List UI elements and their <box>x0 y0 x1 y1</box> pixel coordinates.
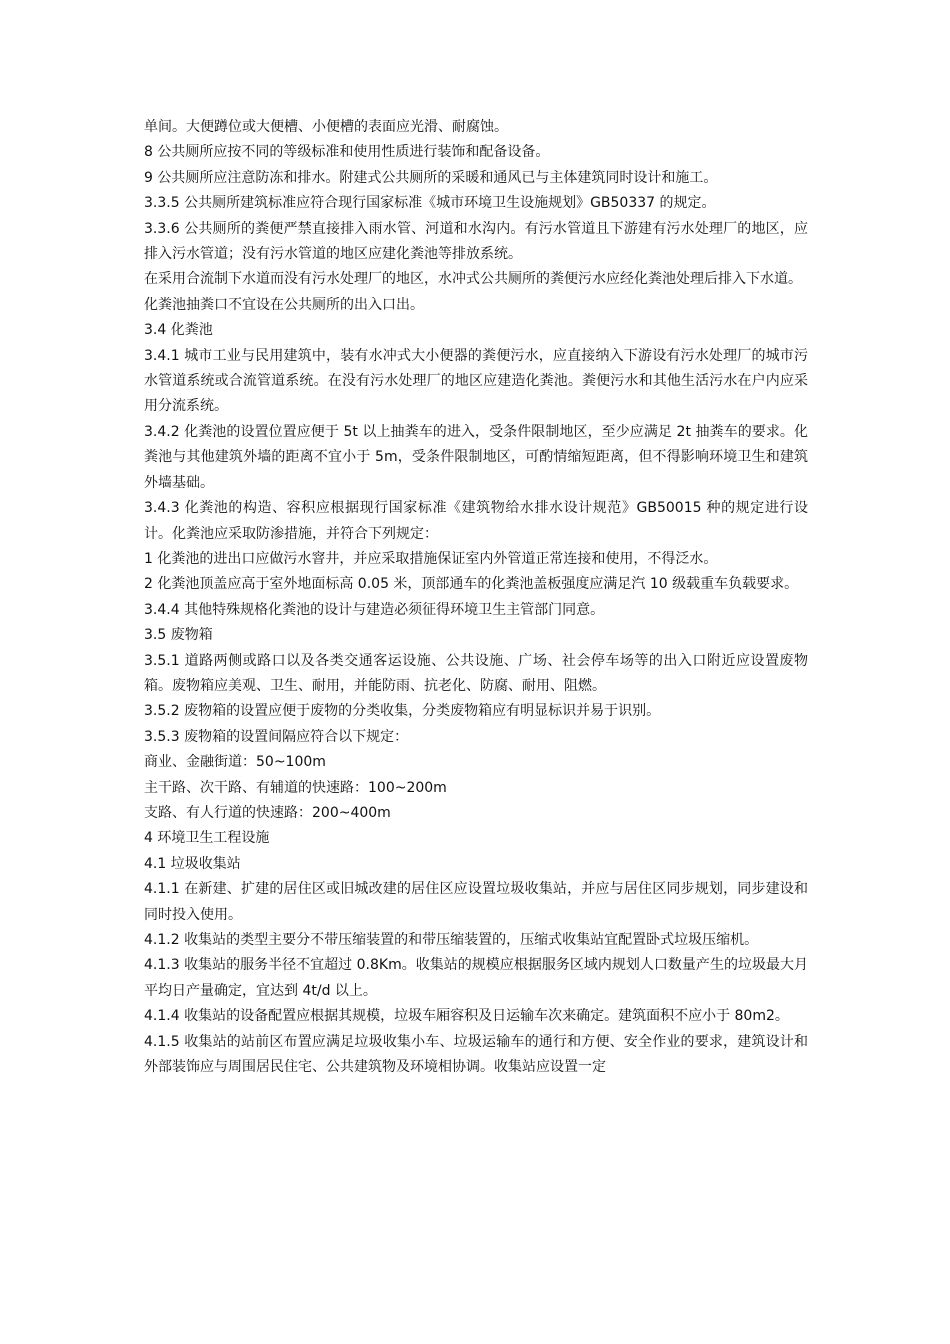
paragraph-3-3-6: 3.3.6 公共厕所的粪便严禁直接排入雨水管、河道和水沟内。有污水管道且下游建有污水处理厂的地区，应排入污水管道；没有污水管道的地区应建化粪池等排放系统。 <box>144 220 808 263</box>
paragraph-3-3-5: 3.3.5 公共厕所建筑标准应符合现行国家标准《城市环境卫生设施规划》GB50337 的规定。 <box>144 195 716 212</box>
heading-4-1: 4.1 垃圾收集站 <box>144 855 241 872</box>
spacing-rule-branch: 支路、有人行道的快速路：200~400m <box>144 804 391 821</box>
paragraph-toilet-surface: 单间。大便蹲位或大便槽、小便槽的表面应光滑、耐腐蚀。 <box>144 119 508 135</box>
heading-3-5: 3.5 废物箱 <box>144 627 213 644</box>
paragraph-3-5-2: 3.5.2 废物箱的设置应便于废物的分类收集，分类废物箱应有明显标识并易于识别。 <box>144 703 661 720</box>
paragraph-toilet-grade: 8 公共厕所应按不同的等级标准和使用性质进行装饰和配备设备。 <box>144 144 550 161</box>
paragraph-4-1-3: 4.1.3 收集站的服务半径不宜超过 0.8Km。收集站的规模应根据服务区域内规划人口数量产生的垃圾最大月平均日产量确定，宜达到 4t/d 以上。 <box>144 957 808 999</box>
paragraph-4-1-1: 4.1.1 在新建、扩建的居住区或旧城改建的居住区应设置垃圾收集站，并应与居住区同步规划，同步建设和同时投入使用。 <box>144 881 808 923</box>
paragraph-4-1-4: 4.1.4 收集站的设备配置应根据其规模，垃圾车厢容积及日运输车次来确定。建筑面积不应小于 80m2。 <box>144 1008 789 1025</box>
paragraph-septic-outlet: 化粪池抽粪口不宜设在公共厕所的出入口出。 <box>144 296 424 313</box>
paragraph-3-4-4: 3.4.4 其他特殊规格化粪池的设计与建造必须征得环境卫生主管部门同意。 <box>144 601 605 618</box>
paragraph-septic-rule-1: 1 化粪池的进出口应做污水窨井，并应采取措施保证室内外管道正常连接和使用，不得泛水。 <box>144 550 718 567</box>
paragraph-3-5-3: 3.5.3 废物箱的设置间隔应符合以下规定： <box>144 728 409 745</box>
paragraph-3-4-3: 3.4.3 化粪池的构造、容积应根据现行国家标准《建筑物给水排水设计规范》GB50015 种的规定进行设计。化粪池应采取防渗措施，并符合下列规定： <box>144 500 808 542</box>
paragraph-combined-sewer: 在采用合流制下水道而没有污水处理厂的地区，水冲式公共厕所的粪便污水应经化粪池处理后排入下水道。 <box>144 271 802 288</box>
paragraph-3-4-2: 3.4.2 化粪池的设置位置应便于 5t 以上抽粪车的进入，受条件限制地区，至少应满足 2t 抽粪车的要求。化粪池与其他建筑外墙的距离不宜小于 5m，受条件限制地区，可酌情缩短距离，但不得影响环境卫生和建筑外墙基础。 <box>144 423 808 491</box>
spacing-rule-commercial: 商业、金融街道：50~100m <box>144 754 326 771</box>
document-page <box>144 115 808 1080</box>
paragraph-toilet-antifreeze: 9 公共厕所应注意防冻和排水。附建式公共厕所的采暖和通风已与主体建筑同时设计和施工。 <box>144 169 718 186</box>
spacing-rule-arterial: 主干路、次干路、有辅道的快速路：100~200m <box>144 779 447 796</box>
paragraph-3-5-1: 3.5.1 道路两侧或路口以及各类交通客运设施、公共设施、广场、社会停车场等的出入口附近应设置废物箱。废物箱应美观、卫生、耐用，并能防雨、抗老化、防腐、耐用、阻燃。 <box>144 652 808 694</box>
paragraph-septic-rule-2: 2 化粪池顶盖应高于室外地面标高 0.05 米，顶部通车的化粪池盖板强度应满足汽 10 级载重车负载要求。 <box>144 576 799 593</box>
paragraph-4-1-2: 4.1.2 收集站的类型主要分不带压缩装置的和带压缩装置的，压缩式收集站宜配置卧式垃圾压缩机。 <box>144 932 759 948</box>
heading-4: 4 环境卫生工程设施 <box>144 830 270 847</box>
heading-3-4: 3.4 化粪池 <box>144 322 213 339</box>
paragraph-3-4-1: 3.4.1 城市工业与民用建筑中，装有水冲式大小便器的粪便污水，应直接纳入下游设有污水处理厂的城市污水管道系统或合流管道系统。在没有污水处理厂的地区应建造化粪池。粪便污水和其他生活污水在户内应采用分流系统。 <box>144 347 808 415</box>
paragraph-4-1-5: 4.1.5 收集站的站前区布置应满足垃圾收集小车、垃圾运输车的通行和方便、安全作业的要求，建筑设计和外部装饰应与周围居民住宅、公共建筑物及环境相协调。收集站应设置一定 <box>144 1033 808 1076</box>
